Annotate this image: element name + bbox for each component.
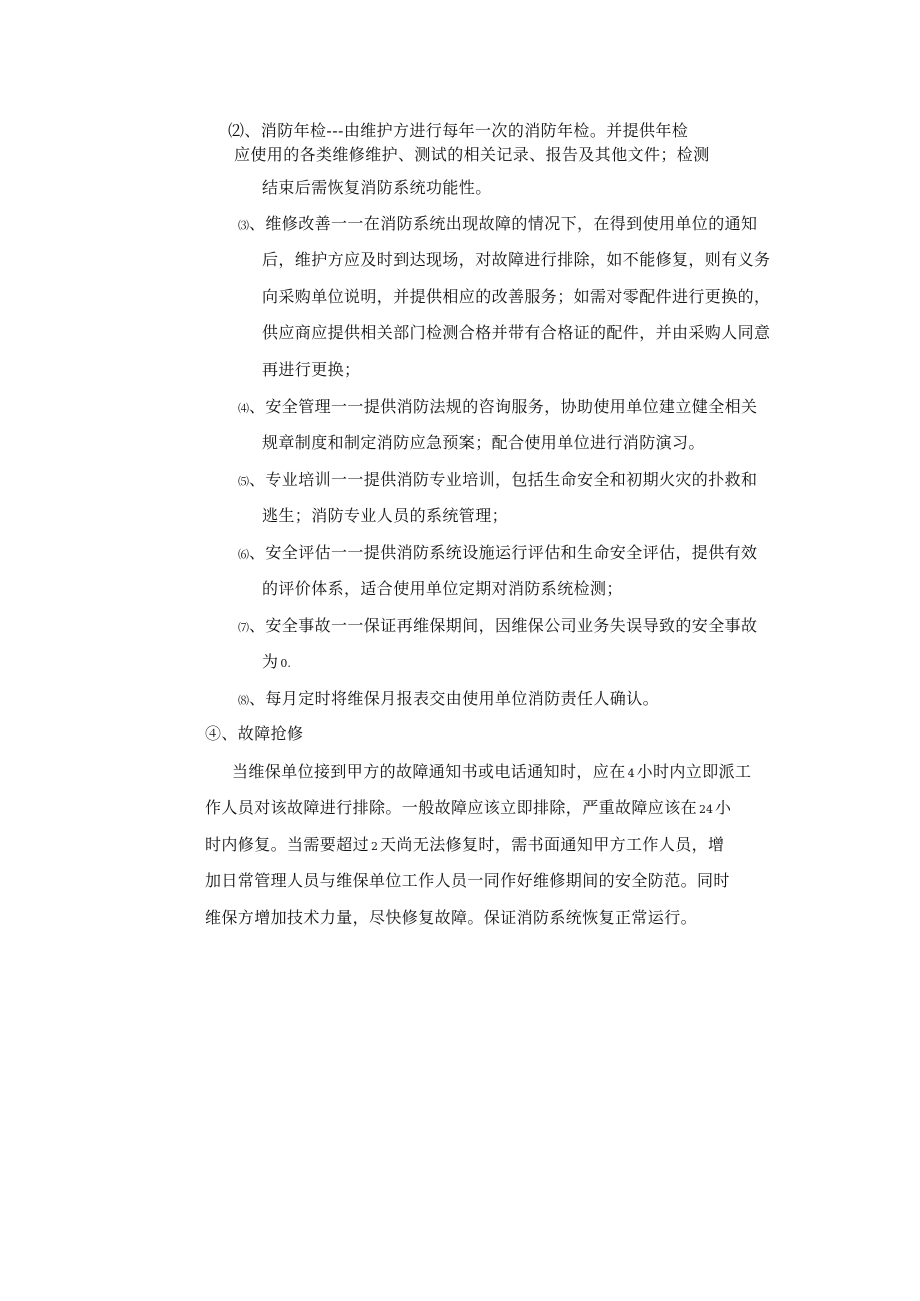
item-7-text-1: 、安全事故一一保证再维保期间，因维保公司业务失误导致的安全事故 (249, 616, 758, 635)
section-4-paragraph-line-2 (205, 798, 731, 820)
item-2-line-2: 应使用的各类维修维护、测试的相关记录、报告及其他文件；检测 (234, 145, 710, 164)
item-5-text-1: 、专业培训一一提供消防专业培训，包括生命安全和初期火灾的扑救和 (249, 470, 758, 489)
item-4-text-1: 、安全管理一一提供消防法规的咨询服务，协助使用单位建立健全相关 (249, 397, 758, 416)
section-4-paragraph-line-3 (205, 835, 724, 857)
section-4-paragraph-line-4: 加日常管理人员与维保单位工作人员一同作好维修期间的安全防范。同时 (205, 871, 730, 890)
item-8-number: ⑻ (238, 694, 249, 707)
item-6-line-2: 的评价体系，适合使用单位定期对消防系统检测； (262, 579, 623, 598)
item-7-text-2a: 为 (262, 652, 279, 671)
item-4-number: ⑷ (238, 402, 249, 415)
item-3-line-5: 再进行更换； (262, 360, 361, 379)
item-8-text-1: 、每月定时将维保月报表交由使用单位消防责任人确认。 (249, 689, 660, 708)
item-4-line-1 (238, 397, 757, 419)
item-6-text-1: 、安全评估一一提供消防系统设施运行评估和生命安全评估，提供有效 (249, 543, 758, 562)
section-4-text-2b: 小 (715, 798, 732, 817)
item-2-text-1: 、消防年检---由维护方进行每年一次的消防年检。并提供年检 (244, 121, 689, 140)
item-7-number: ⑺ (238, 621, 249, 634)
item-4-line-2: 规章制度和制定消防应急预案；配合使用单位进行消防演习。 (262, 433, 705, 452)
item-3-line-4: 供应商应提供相关部门检测合格并带有合格证的配件，并由采购人同意 (262, 323, 771, 342)
section-4-number-24: 24 (699, 803, 714, 816)
section-4-paragraph-line-1 (232, 762, 751, 784)
item-6-number: ⑹ (238, 548, 249, 561)
item-3-number: ⑶ (238, 219, 249, 232)
item-8-line-1 (238, 689, 659, 711)
section-4-text-2a: 作人员对该故障进行排除。一般故障应该立即排除，严重故障应该在 (205, 798, 698, 817)
item-3-line-1 (238, 214, 757, 236)
item-2-line-1 (228, 121, 688, 141)
item-2-number: ⑵ (228, 121, 245, 140)
item-3-text-1: 、维修改善一一在消防系统出现故障的情况下，在得到使用单位的通知 (249, 214, 758, 233)
item-2-line-3: 结束后需恢复消防系统功能性。 (262, 178, 492, 197)
item-5-number: ⑸ (238, 475, 249, 488)
item-5-line-1 (238, 470, 757, 492)
section-4-number-2: 2 (371, 840, 379, 853)
section-4-text-1b: 小时内立即派工 (636, 762, 752, 781)
item-3-line-3: 向采购单位说明，并提供相应的改善服务；如需对零配件进行更换的， (262, 287, 771, 306)
section-4-heading: ④、故障抢修 (205, 724, 304, 743)
section-4-number-4: 4 (627, 767, 635, 780)
item-3-line-2: 后，维护方应及时到达现场，对故障进行排除，如不能修复，则有义务 (262, 250, 771, 269)
item-7-text-2b: 0. (280, 657, 291, 670)
item-7-line-2 (262, 652, 293, 674)
section-4-paragraph-line-5: 维保方增加技术力量，尽快修复故障。保证消防系统恢复正常运行。 (205, 908, 698, 927)
section-4-text-3a: 时内修复。当需要超过 (205, 835, 370, 854)
item-7-line-1 (238, 616, 757, 638)
item-5-line-2: 逃生；消防专业人员的系统管理； (262, 506, 509, 525)
section-4-text-1a: 当维保单位接到甲方的故障通知书或电话通知时，应在 (232, 762, 626, 781)
section-4-text-3b: 天尚无法修复时，需书面通知甲方工作人员，增 (380, 835, 725, 854)
item-6-line-1 (238, 543, 757, 565)
